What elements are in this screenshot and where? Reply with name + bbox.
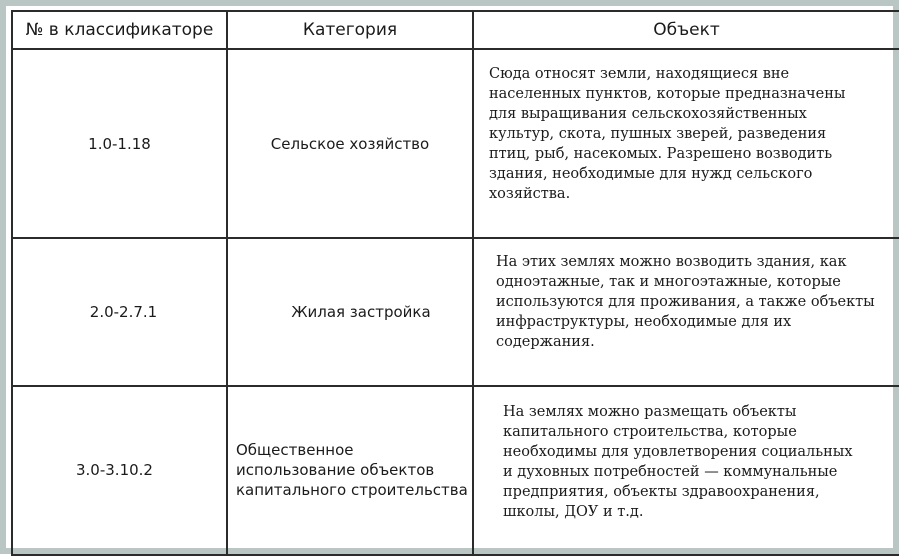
object-text: На землях можно размещать объекты капитального строительства, которые необходимы для удовлетворения социальных и духовных потребностей — коммунальные предприятия, объекты здравоохранения, школы, ДОУ и т.д. <box>503 404 853 521</box>
header-object: Объект <box>473 11 899 49</box>
category-text: Общественное использование объектов капитального строительства <box>236 441 468 500</box>
cell-code <box>12 386 227 555</box>
header-code: № в классификаторе <box>12 11 227 49</box>
cell-code <box>12 238 227 385</box>
cell-object <box>473 49 899 238</box>
cell-object <box>473 238 899 385</box>
code-text: 2.0-2.7.1 <box>89 303 158 321</box>
code-text: 3.0-3.10.2 <box>76 461 153 480</box>
header-category: Категория <box>227 11 473 49</box>
cell-category <box>227 238 473 385</box>
category-text: Жилая застройка <box>291 303 431 321</box>
category-text: Сельское хозяйство <box>270 134 430 153</box>
cell-object <box>473 386 899 555</box>
table-row <box>12 238 899 385</box>
cell-category <box>227 49 473 238</box>
code-text: 1.0-1.18 <box>88 134 151 153</box>
table-row <box>12 386 899 555</box>
cell-category <box>227 386 473 555</box>
land-classifier-table <box>11 10 899 556</box>
object-text: На этих землях можно возводить здания, как одноэтажные, так и многоэтажные, которые используются для проживания, а также объекты инфраструктуры, необходимые для их содержания. <box>496 254 875 350</box>
table-header-row <box>12 11 899 49</box>
object-text: Сюда относят земли, находящиеся вне населенных пунктов, которые предназначены для выращивания сельскохозяйственных культур, скота, пушных зверей, разведения птиц, рыб, насекомых. Разрешено возводить здания, необходимые для нужд сельского хозяйства. <box>489 65 846 202</box>
cell-code <box>12 49 227 238</box>
table-row <box>12 49 899 238</box>
